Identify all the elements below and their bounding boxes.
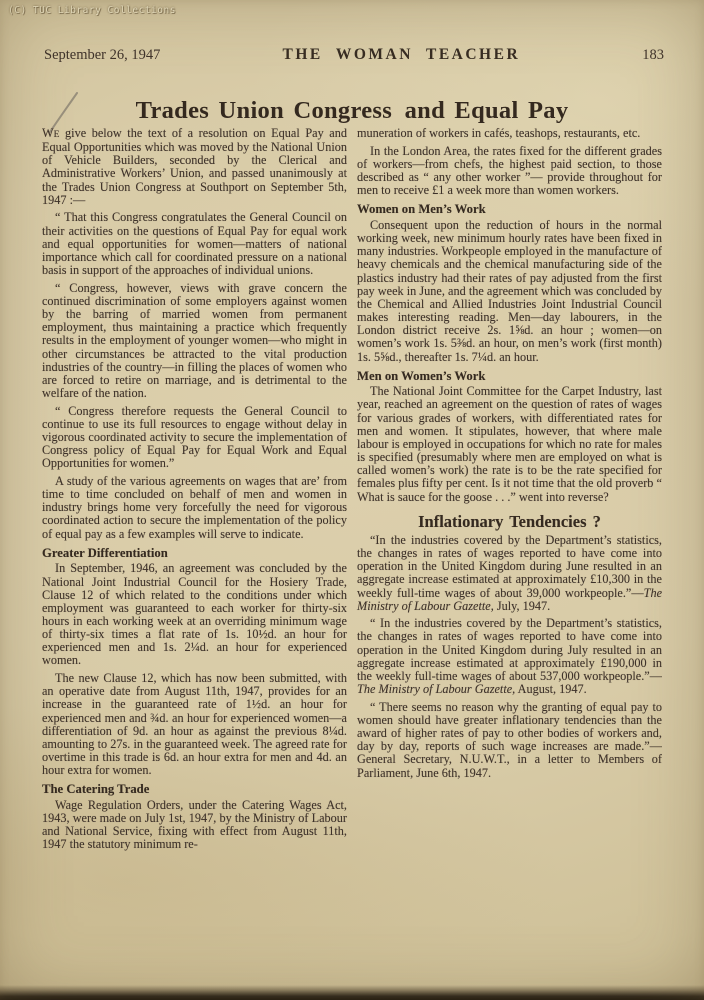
text-run: Consequent upon the reduction of hours in the normal working week, new minimum hourly rates have been fixed in many industries. Workpeople employed in the manufacture of heavy chemicals and the chemical manufacturing side of the plastics industry had their rates of pay adjusted from the first pay week in June, and the agreement which was concluded by the Chemical and Allied Industries Joint Industrial Council makes interesting reading. Men—day labourers, in the London district receive 2s. 1⅝d. an hour ; women—on women’s work 1s. 5⅜d. an hour, on men’s work (first month) 1s. 5⅝d., thereafter 1s. 7¼d. an hour. [357, 217, 662, 364]
paragraph [42, 211, 347, 277]
subheading [42, 783, 347, 796]
text-run: E [53, 129, 60, 140]
text-run: Greater Differentiation [42, 545, 168, 560]
text-run: “ That this Congress congratulates the General Council on their activities on the questions of Equal Pay for equal work and equal opportunities for women—matters of national importance which call for coordinated pressure on a national basis in support of the approaches of individual unions. [42, 210, 347, 278]
text-run: “ In the industries covered by the Department’s statistics, the changes in rates of wages reported to have come into operation in the United Kingdom during July resulted in an aggregate increase estimated at approximately £190,000 in the weekly full-time wages of about 537,000 workpeople.”— [357, 616, 662, 683]
paragraph [357, 145, 662, 198]
column-left [42, 127, 347, 982]
paragraph [357, 617, 662, 696]
article-body [42, 127, 662, 982]
section-heading [357, 511, 662, 531]
subheading [42, 547, 347, 560]
text-run: The Ministry of Labour Gazette, [357, 682, 516, 697]
text-run: Men on Women’s Work [357, 368, 486, 383]
text-run: W [42, 127, 54, 140]
paragraph [42, 475, 347, 541]
paragraph [42, 562, 347, 667]
text-run: “ Congress therefore requests the General Council to continue to use its full resources to engage without delay in vigorous coordinated activity to secure the implementation of Congress policy of Equal Pay for Equal Work and Equal Opportunities for women.” [42, 403, 347, 471]
text-run: muneration of workers in cafés, teashops, restaurants, etc. [357, 127, 641, 140]
subheading [357, 370, 662, 383]
article-title: Trades Union Congress and Equal Pay [135, 97, 569, 125]
text-run: “ Congress, however, views with grave concern the continued discrimination of some employers against women by the barring of married women from permanent employment, thus maintaining a practice which frequently results in the employment of younger women—who might in other circumstances be attracted to the vital production industries of the country—in filling the places of women who are forced to retire on marriage, and is detrimental to the welfare of the nation. [42, 280, 347, 400]
text-run: “In the industries covered by the Department’s statistics, the changes in rates of wages reported to have come into operation in the United Kingdom during June resulted in an aggregate increase estimated at approximately £10,300 in the weekly full-time wages of about 39,000 workpeople.”— [357, 532, 662, 600]
text-run: “ There seems no reason why the granting of equal pay to women should have greater inflationary tendencies than the award of higher rates of pay to other bodies of workers and, day by day, reports of such wage increases are made.”—General Secretary, N.U.W.T., in a letter to Members of Parliament, June 6th, 1947. [357, 699, 662, 780]
text-run: The Catering Trade [42, 782, 150, 797]
column-right [357, 127, 662, 982]
paragraph [357, 701, 662, 780]
paragraph [357, 219, 662, 364]
paragraph [357, 385, 662, 503]
text-run: Women on Men’s Work [357, 202, 486, 217]
text-run: August, 1947. [515, 682, 587, 697]
paragraph [357, 534, 662, 613]
library-watermark: (C) TUC Library Collections [8, 5, 176, 16]
text-run: Wage Regulation Orders, under the Catering Wages Act, 1943, were made on July 1st, 1947, by the Ministry of Labour and National Service, fixing with effect from August 11th, 1947 the statutory minimum re- [42, 798, 347, 852]
masthead: THE WOMAN TEACHER [282, 46, 521, 63]
text-run: The National Joint Committee for the Carpet Industry, last year, reached an agreement on the question of rates of wages for various grades of workers, with differentiated rates for men and women. It stipulates, however, that where male labour is employed in occupations for which no rate for males is specified (presumably where men are employed on what is called women’s work) the rate is to be the rate specified for females plus fifty per cent. Is it not time that the old proverb “ What is sauce for the goose . . .” went into reverse? [357, 384, 662, 504]
paragraph [42, 282, 347, 400]
text-run: In the London Area, the rates fixed for the different grades of workers—from chefs, the highest paid section, to those described as “ any other worker ”— provide throughout for men to receive £1 a week more than women workers. [357, 143, 662, 198]
text-run: July, 1947. [493, 598, 551, 613]
page-header [44, 46, 664, 64]
paragraph [42, 405, 347, 471]
paragraph [357, 127, 662, 140]
text-run: give below the text of a resolution on Equal Pay and Equal Opportunities which was moved by the National Union of Vehicle Builders, seconded by the Clerical and Administrative Workers’ Union, and passed unanimously at the Trades Union Congress at Southport on September 5th, 1947 :— [42, 127, 347, 207]
issue-date: September 26, 1947 [44, 47, 161, 63]
subheading [357, 203, 662, 216]
page-number: 183 [642, 47, 664, 63]
text-run: Inflationary Tendencies ? [418, 511, 601, 531]
paragraph [42, 672, 347, 777]
text-run: A study of the various agreements on wages that are’ from time to time concluded on behalf of men and women in industry brings home very forcefully the need for vigorous coordinated action to secure the implementation of the policy of equal pay as a few examples will serve to indicate. [42, 473, 347, 541]
paragraph [42, 799, 347, 852]
text-run: The Ministry of Labour Gazette, [357, 585, 662, 613]
text-run: In September, 1946, an agreement was concluded by the National Joint Industrial Council for the Hosiery Trade, Clause 12 of which related to the conditions under which employment was guaranteed to each worker for thirty-six hours in each working week at an overriding minimum wage of thirty-six times a flat rate of 1s. 10½d. an hour for experienced men and 1s. 2¼d. an hour for experienced women. [42, 561, 347, 668]
scan-edge-shadow [0, 985, 704, 1000]
text-run: The new Clause 12, which has now been submitted, with an operative date from August 11th, 1947, provides for an increase in the guaranteed rate of 1½d. an hour for experienced men and ¾d. an hour for experienced women—a differentiation of 9d. an hour as against the previous 8¼d. amounting to 27s. in the guaranteed week. The agreed rate for overtime in this trade is 6d. an hour extra for men and 4d. an hour extra for women. [42, 671, 347, 778]
paragraph [42, 127, 347, 207]
